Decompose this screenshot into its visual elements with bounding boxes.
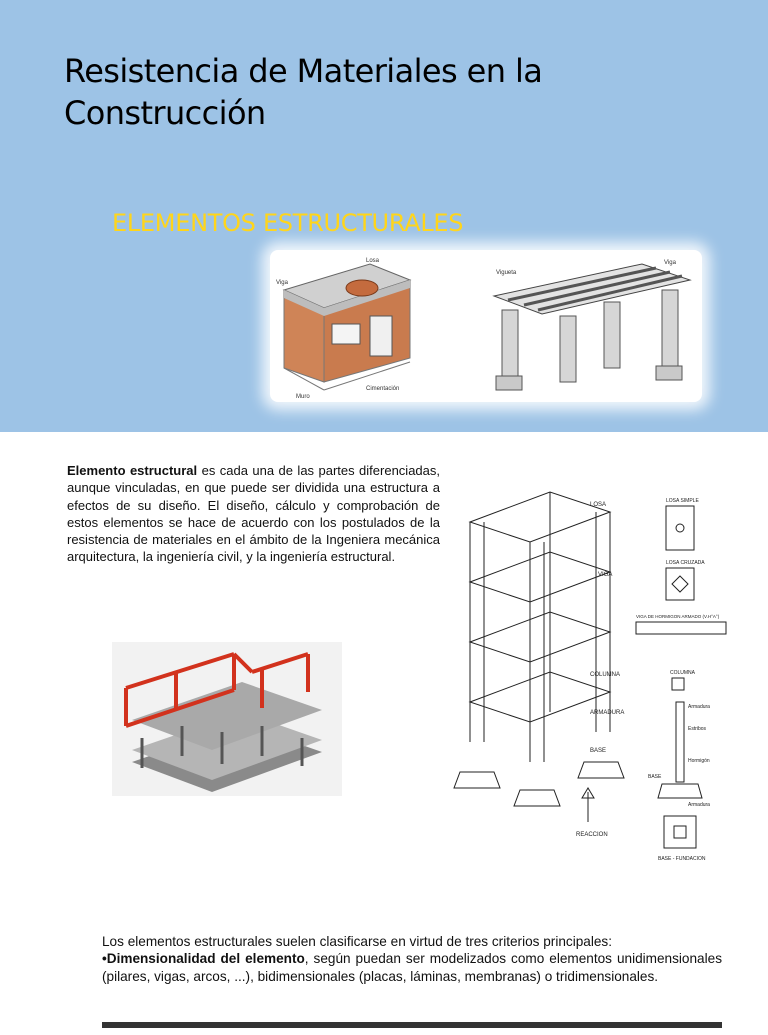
structural-elements-banner xyxy=(270,250,702,402)
banner-label-cimentacion: Cimentación xyxy=(366,386,400,392)
drawing-label-armadura-3: Armadura xyxy=(688,802,710,808)
drawing-label-losa: LOSA xyxy=(590,502,607,508)
drawing-label-base: BASE xyxy=(590,748,607,754)
classification-intro: Los elementos estructurales suelen clasificarse en virtud de tres criterios principales: xyxy=(102,934,612,949)
drawing-label-estribos: Estribos xyxy=(688,726,707,732)
drawing-label-losa-simple: LOSA SIMPLE xyxy=(666,498,699,504)
intro-paragraph xyxy=(67,462,440,566)
beam-frame-illustration xyxy=(494,260,690,390)
cut-off-text-line xyxy=(102,1015,722,1035)
banner-label-muro: Muro xyxy=(296,394,310,400)
banner-label-losa: Losa xyxy=(366,258,380,264)
drawing-label-viga-hormigon: VIGA DE HORMIGON ARMADO (V.H°A°) xyxy=(636,614,720,619)
drawing-label-losa-cruzada: LOSA CRUZADA xyxy=(666,560,705,566)
banner-label-vigueta: Vigueta xyxy=(496,270,517,276)
slide-subtitle: ELEMENTOS ESTRUCTURALES xyxy=(112,209,464,237)
building-frame-image xyxy=(112,642,342,796)
classification-item-1-text: , según puedan ser modelizados como elementos unidimensionales (pilares, vigas, arcos, ...), bidimensionales (placas, láminas, membranas) o tridimensionales. xyxy=(102,951,722,984)
drawing-label-columna: COLUMNA xyxy=(590,672,621,678)
classification-section xyxy=(102,933,722,985)
structural-elements-drawing xyxy=(440,472,760,872)
brick-house-illustration xyxy=(276,258,410,400)
banner-label-viga: Viga xyxy=(276,280,288,286)
drawing-label-armadura: ARMADURA xyxy=(590,710,625,716)
drawing-label-columna-2: COLUMNA xyxy=(670,670,696,676)
document-page xyxy=(0,432,768,1024)
banner-illustration xyxy=(270,250,702,402)
drawing-label-base-2: BASE xyxy=(648,774,662,780)
drawing-label-hormigon: Hormigón xyxy=(688,758,710,764)
drawing-label-reaccion: REACCION xyxy=(576,832,608,838)
banner-label-viga-2: Viga xyxy=(664,260,676,266)
drawing-label-base-fundacion: BASE - FUNDACION xyxy=(658,856,706,862)
title-slide xyxy=(0,0,768,432)
drawing-label-armadura-2: Armadura xyxy=(688,704,710,710)
slide-title: Resistencia de Materiales en la Construcción xyxy=(64,52,543,132)
classification-item-1 xyxy=(102,950,722,985)
drawing-label-viga: VIGA xyxy=(598,572,613,578)
intro-term: Elemento estructural xyxy=(67,463,198,478)
classification-item-1-term: •Dimensionalidad del elemento xyxy=(102,951,305,967)
intro-text: es cada una de las partes diferenciadas, aunque vinculadas, en que puede ser dividida una estructura a efectos de su diseño. El diseño, cálculo y comprobación de estos elementos se hace de acuerdo con los postulados de la resistencia de materiales en el ámbito de la Ingeniera mecánica arquitectura, la ingeniería civil, y la ingeniería estructural. xyxy=(67,463,440,565)
